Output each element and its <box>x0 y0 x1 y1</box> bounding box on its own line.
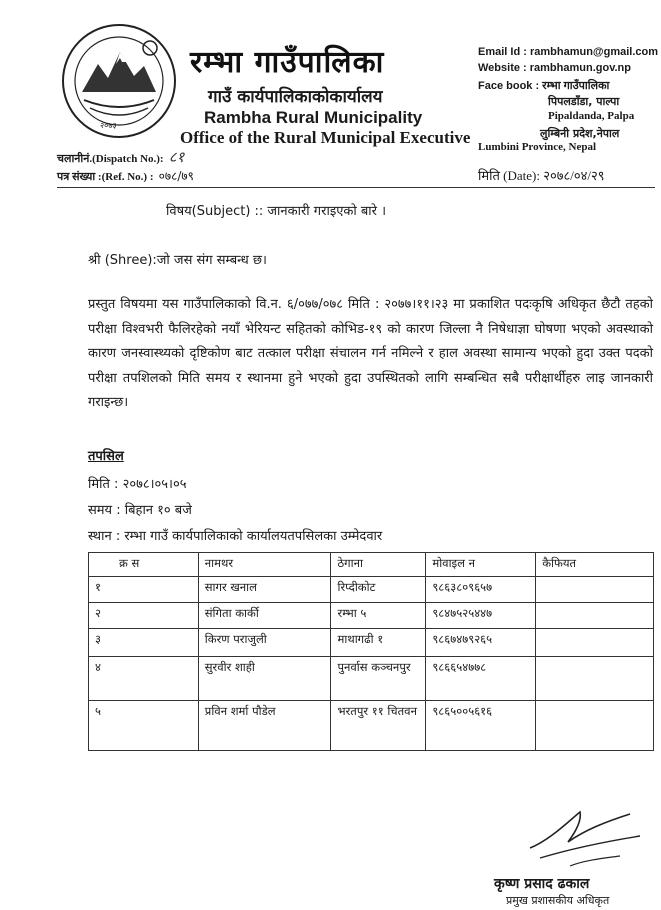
body-paragraph: प्रस्तुत विषयमा यस गाउँपालिकाको वि.न. ६/०७७/०७८ मिति : २०७७।११।२३ मा प्रकाशित पदःकृषि अधिकृत छैटौ तहको परीक्षा विश्वभरी फैलिरहेको नयाँ भेरियन्ट सहितको कोभिड-१९ को कारण जिल्ला नै निषेधाज्ञा घोषणा भएको अवस्थाको कारण जनस्वास्थ्यको दृष्टिकोण बाट तत्काल परीक्षा संचालन गर्न नमिल्ने र हाल अवस्था सामान्य भएको हुदा उक्त पदको परीक्षा तपशिलको मिति समय र स्थानमा हुने भएको हुदा उपस्थितको लागि सम्बन्धित सबै परीक्षार्थीहरु लाइ जानकारी गराइन्छ। <box>88 297 653 410</box>
signatory-title: प्रमुख प्रशासकीय अधिकृत <box>506 894 610 907</box>
table-row <box>89 701 654 751</box>
cell-mobile: ९८६५००५६१६ <box>426 701 536 751</box>
handwritten-signature <box>510 800 650 875</box>
table-header-row <box>89 553 654 577</box>
office-name-english: Office of the Rural Municipal Executive <box>180 128 471 147</box>
office-name-nepali: गाउँ कार्यपालिकाकोकार्यालय <box>208 87 383 107</box>
col-address: ठेगाना <box>331 553 426 577</box>
address-line-2: Pipaldanda, Palpa <box>548 110 635 122</box>
table-row <box>89 629 654 657</box>
table-row <box>89 657 654 701</box>
address-line-3: लुम्बिनी प्रदेश,नेपाल <box>540 127 620 140</box>
schedule-place: स्थान : रम्भा गाउँ कार्यपालिकाको कार्यालयतपसिलका उम्मेदवार <box>88 529 383 544</box>
ref-value: ०७८/७९ <box>158 169 194 183</box>
schedule-date: मिति : २०७८।०५।०५ <box>88 477 187 492</box>
cell-serial: ४ <box>89 657 199 701</box>
addressee-line: श्री (Shree):जो जस संग सम्बन्ध छ। <box>88 253 267 268</box>
cell-mobile: ९८६३८०९६५७ <box>426 577 536 603</box>
facebook-text: Face book : रम्भा गाउँपालिका <box>478 80 610 92</box>
municipality-name-nepali: रम्भा गाउँपालिका <box>190 45 385 80</box>
col-mobile: मोवाइल न <box>426 553 536 577</box>
municipality-name-english: Rambha Rural Municipality <box>204 108 423 127</box>
subject-line: विषय(Subject) :: जानकारी गराइएको बारे । <box>166 204 387 219</box>
cell-remarks <box>536 577 654 603</box>
cell-name: संगिता कार्की <box>198 603 331 629</box>
cell-serial: ३ <box>89 629 199 657</box>
ref-row <box>57 165 194 184</box>
table-row <box>89 577 654 603</box>
cell-address: रम्भा ५ <box>331 603 426 629</box>
email-text: Email Id : rambhamun@gmail.com <box>478 46 659 58</box>
col-serial: क्र स <box>89 553 199 577</box>
cell-name: प्रविन शर्मा पौडेल <box>198 701 331 751</box>
signatory-name: कृष्ण प्रसाद ढकाल <box>494 876 590 892</box>
dispatch-label: चलानीनं.(Dispatch No.): <box>57 153 164 165</box>
cell-address: भरतपुर ११ चितवन <box>331 701 426 751</box>
header-divider <box>57 187 655 188</box>
candidate-table <box>88 552 654 751</box>
dispatch-row <box>57 147 184 167</box>
cell-serial: ५ <box>89 701 199 751</box>
municipality-emblem <box>60 22 178 140</box>
cell-mobile: ९८६७४७९२६५ <box>426 629 536 657</box>
date-value: २०७८/०४/२९ <box>543 168 605 183</box>
schedule-heading: तपसिल <box>88 449 124 464</box>
date-row <box>478 166 605 184</box>
cell-remarks <box>536 629 654 657</box>
col-remarks: कैफियत <box>536 553 654 577</box>
cell-mobile: ९८६६५४७७८ <box>426 657 536 701</box>
cell-remarks <box>536 701 654 751</box>
table-row <box>89 603 654 629</box>
address-line-4: Lumbini Province, Nepal <box>478 141 597 153</box>
cell-serial: १ <box>89 577 199 603</box>
cell-name: सुरवीर शाही <box>198 657 331 701</box>
cell-mobile: ९८४७५२५४४७ <box>426 603 536 629</box>
col-name: नामथर <box>198 553 331 577</box>
cell-name: सागर खनाल <box>198 577 331 603</box>
ref-label: पत्र संख्या :(Ref. No.) : <box>57 171 154 183</box>
cell-address: रिप्दीकोट <box>331 577 426 603</box>
cell-address: माथागढी १ <box>331 629 426 657</box>
emblem-year: २०७३ <box>100 121 117 130</box>
cell-address: पुनर्वास कञ्चनपुर <box>331 657 426 701</box>
cell-name: किरण पराजुली <box>198 629 331 657</box>
cell-serial: २ <box>89 603 199 629</box>
schedule-time: समय : बिहान १० बजे <box>88 503 192 518</box>
dispatch-value: ८१ <box>168 148 185 166</box>
cell-remarks <box>536 603 654 629</box>
cell-remarks <box>536 657 654 701</box>
date-label: मिति (Date): <box>478 168 540 183</box>
address-line-1: पिपलडाँडा, पाल्पा <box>548 95 620 108</box>
website-text: Website : rambhamun.gov.np <box>478 62 631 74</box>
